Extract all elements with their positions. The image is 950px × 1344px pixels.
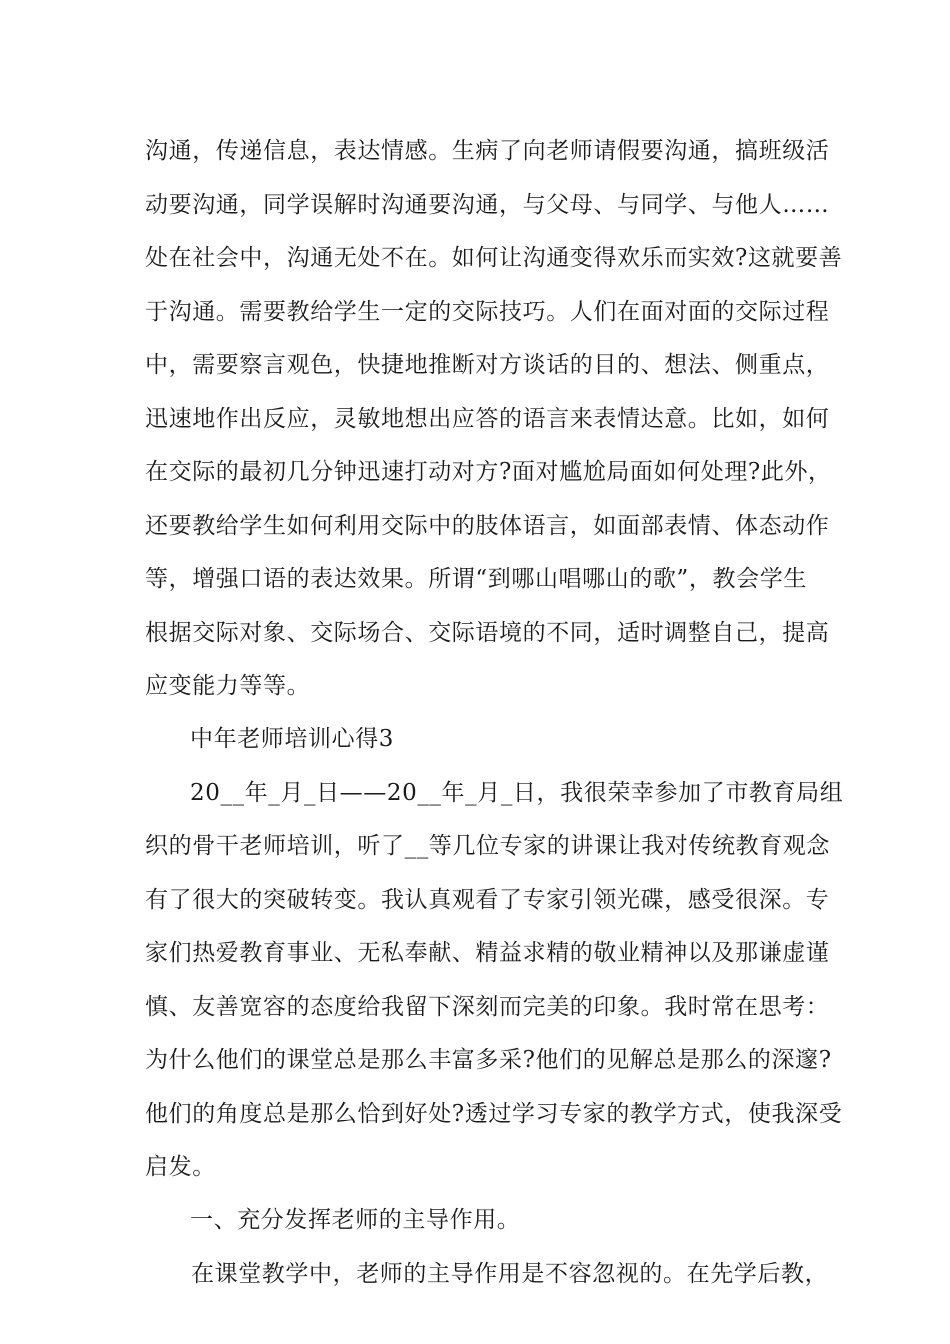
body-text-line: 启发。 bbox=[145, 1154, 216, 1180]
section-heading: 中年老师培训心得3 bbox=[190, 726, 395, 752]
body-text-line: 织的骨干老师培训，听了__等几位专家的讲课让我对传统教育观念 bbox=[145, 833, 830, 859]
body-text-line: 慎、友善宽容的态度给我留下深刻而完美的印象。我时常在思考： bbox=[145, 994, 830, 1020]
body-text-line: 20__年_月_日——20__年_月_日，我很荣幸参加了市教育局组 bbox=[190, 780, 844, 806]
body-text-line: 沟通，传递信息，表达情感。生病了向老师请假要沟通，搞班级活 bbox=[145, 138, 830, 164]
body-text-line: 他们的角度总是那么恰到好处?透过学习专家的教学方式，使我深受 bbox=[145, 1101, 843, 1127]
subsection-heading: 一、充分发挥老师的主导作用。 bbox=[190, 1207, 521, 1233]
body-text-line: 家们热爱教育事业、无私奉献、精益求精的敬业精神以及那谦虚谨 bbox=[145, 940, 830, 966]
body-text-line: 在课堂教学中，老师的主导作用是不容忽视的。在先学后教， bbox=[191, 1261, 829, 1287]
body-text-line: 有了很大的突破转变。我认真观看了专家引领光碟，感受很深。专 bbox=[145, 887, 830, 913]
body-text-line: 动要沟通，同学误解时沟通要沟通，与父母、与同学、与他人…… bbox=[145, 192, 830, 218]
body-text-line: 应变能力等等。 bbox=[145, 673, 311, 699]
body-text-line: 迅速地作出反应，灵敏地想出应答的语言来表情达意。比如，如何 bbox=[145, 406, 830, 432]
body-text-line: 还要教给学生如何利用交际中的肢体语言，如面部表情、体态动作 bbox=[145, 513, 830, 539]
body-text-line: 为什么他们的课堂总是那么丰富多采?他们的见解总是那么的深邃? bbox=[145, 1047, 832, 1073]
body-text-line: 处在社会中，沟通无处不在。如何让沟通变得欢乐而实效?这就要善 bbox=[145, 245, 843, 271]
body-text-line: 于沟通。需要教给学生一定的交际技巧。人们在面对面的交际过程 bbox=[145, 299, 830, 325]
body-text-line: 在交际的最初几分钟迅速打动对方?面对尴尬局面如何处理?此外， bbox=[145, 459, 832, 485]
body-text-line: 中，需要察言观色，快捷地推断对方谈话的目的、想法、侧重点， bbox=[145, 352, 830, 378]
body-text-line: 根据交际对象、交际场合、交际语境的不同，适时调整自己，提高 bbox=[145, 620, 830, 646]
body-text-line: 等，增强口语的表达效果。所谓“到哪山唱哪山的歌”，教会学生 bbox=[145, 566, 807, 592]
